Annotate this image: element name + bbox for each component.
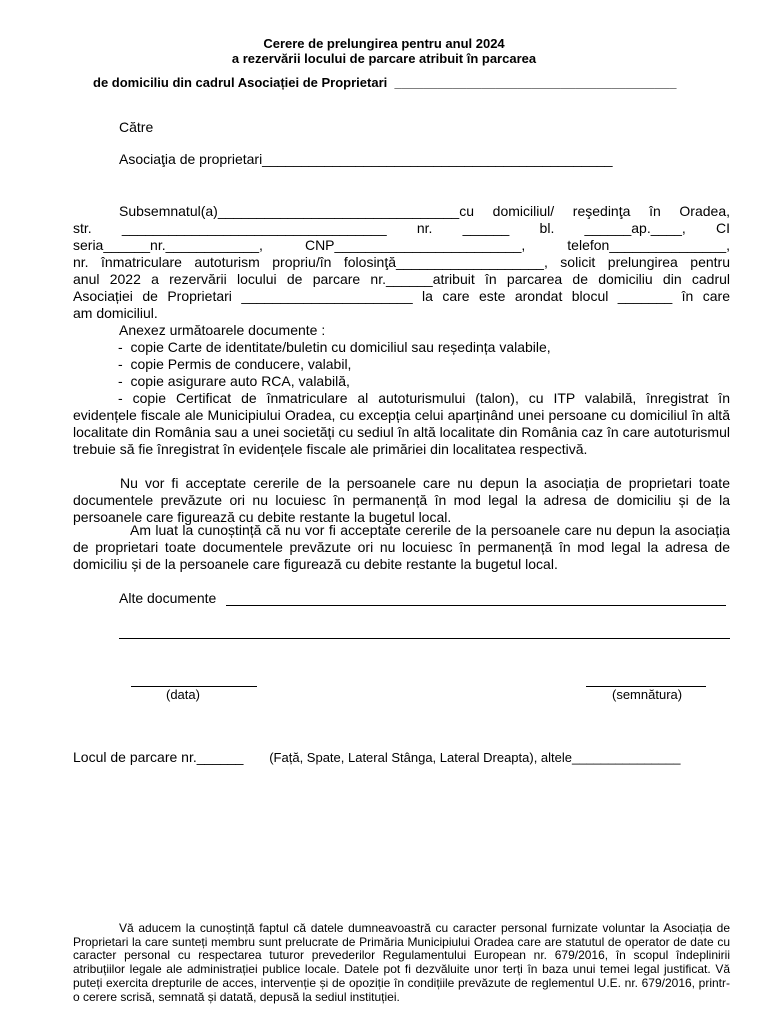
other-documents-label: Alte documente: [119, 590, 217, 606]
title-line-3: de domiciliu din cadrul Asociației de Proprietari _______________________________________: [93, 75, 677, 90]
parking-spot-label: Locul de parcare nr.______: [73, 749, 244, 765]
document-item: - copie Permis de conducere, valabil,: [118, 356, 352, 372]
request-line-4: nr. înmatriculare autoturism propriu/în folosinţă___________________, solicit prelungirea pentru: [73, 254, 730, 270]
signature-label: (semnătura): [612, 687, 683, 702]
gdpr-note: [73, 922, 730, 1004]
notice-1-text: Nu vor fi acceptate cererile de la persoanele care nu depun la asociația de proprietari toate documentele prevăzute ori nu locuiesc în permanență în mod legal la adresa de domiciliu și de la persoanele care figurează cu debite restante la bugetul local.: [73, 475, 730, 525]
request-line-3: seria______nr.____________, CNP________________________, telefon_______________,: [73, 237, 730, 253]
addressee-to: Către: [119, 119, 154, 135]
title-line-1: Cerere de prelungirea pentru anul 2024: [263, 36, 505, 51]
notice-1: [73, 475, 730, 526]
request-line-7: am domiciliul.: [73, 305, 158, 321]
request-line-5: anul 2022 a rezervării locului de parcare nr.______atribuit în parcarea de domiciliu din cadrul: [73, 271, 730, 287]
documents-intro: Anexez următoarele documente :: [119, 322, 326, 338]
request-line-6: Asociației de Proprietari ______________________ la care este arondat blocul _______ în care: [73, 288, 730, 304]
date-label: (data): [166, 687, 200, 702]
request-line-1: Subsemnatul(a)_______________________________cu domiciliul/ reşedinţa în Oradea,: [119, 203, 730, 219]
parking-spot-options: (Față, Spate, Lateral Stânga, Lateral Dreapta), altele_______________: [262, 750, 681, 765]
other-documents-line-1: [226, 605, 726, 606]
request-line-2: str. __________________________________ nr. ______ bl. ______ap.____, CI: [73, 220, 730, 236]
association-field: Asociaţia de proprietari_____________________________________________: [119, 151, 613, 167]
title-line-2: a rezervării locului de parcare atribuit în parcarea: [231, 51, 537, 66]
notice-2: [73, 522, 730, 573]
notice-2-text: Am luat la cunoștință că nu vor fi acceptate cererile de la persoanele care nu depun la asociația de proprietari toate documentele prevăzute ori nu locuiesc în permanență în mod legal la adresa de domiciliu și de la persoanele care figurează cu debite restante la bugetul local.: [73, 522, 730, 572]
document-item: - copie Carte de identitate/buletin cu domiciliul sau reședința valabile,: [118, 339, 551, 355]
document-item-4-first: - copie Certificat de înmatriculare al autoturismului (talon), cu ITP valabilă, înregistrat în: [118, 390, 730, 406]
document-item: - copie asigurare auto RCA, valabilă,: [118, 373, 350, 389]
gdpr-note-text: Vă aducem la cunoștință faptul că datele dumneavoastră cu caracter personal furnizate voluntar la Asociația de Proprietari la care sunteți membru sunt prelucrate de Primăria Municipiului Oradea care are statutul de operator de date cu caracter personal cu respectarea tuturor prevederilor Regulamentului European nr. 679/2016, în scopul îndeplinirii atribuțiilor legale ale administrației publice locale. Datele pot fi dezvăluite unor terți în baza unui temei legal justificat. Vă puteți exercita drepturile de acces, intervenție și de opoziție în condițiile prevăzute de reglementul U.E. nr. 679/2016, printr-o cerere scrisă, semnată și datată, depusă la sediul instituției.: [73, 921, 730, 1004]
document-item-4-rest: evidențele fiscale ale Municipiului Oradea, cu excepția celui aparținând unei persoane cu domiciliul în altă localitate din România sau a unei societăți cu sediul în altă localitate din România caz în care autoturismul trebuie să fie înregistrat în evidențele fiscale ale primăriei din localitatea respectivă.: [73, 407, 730, 457]
other-documents-line-2: [119, 638, 730, 639]
